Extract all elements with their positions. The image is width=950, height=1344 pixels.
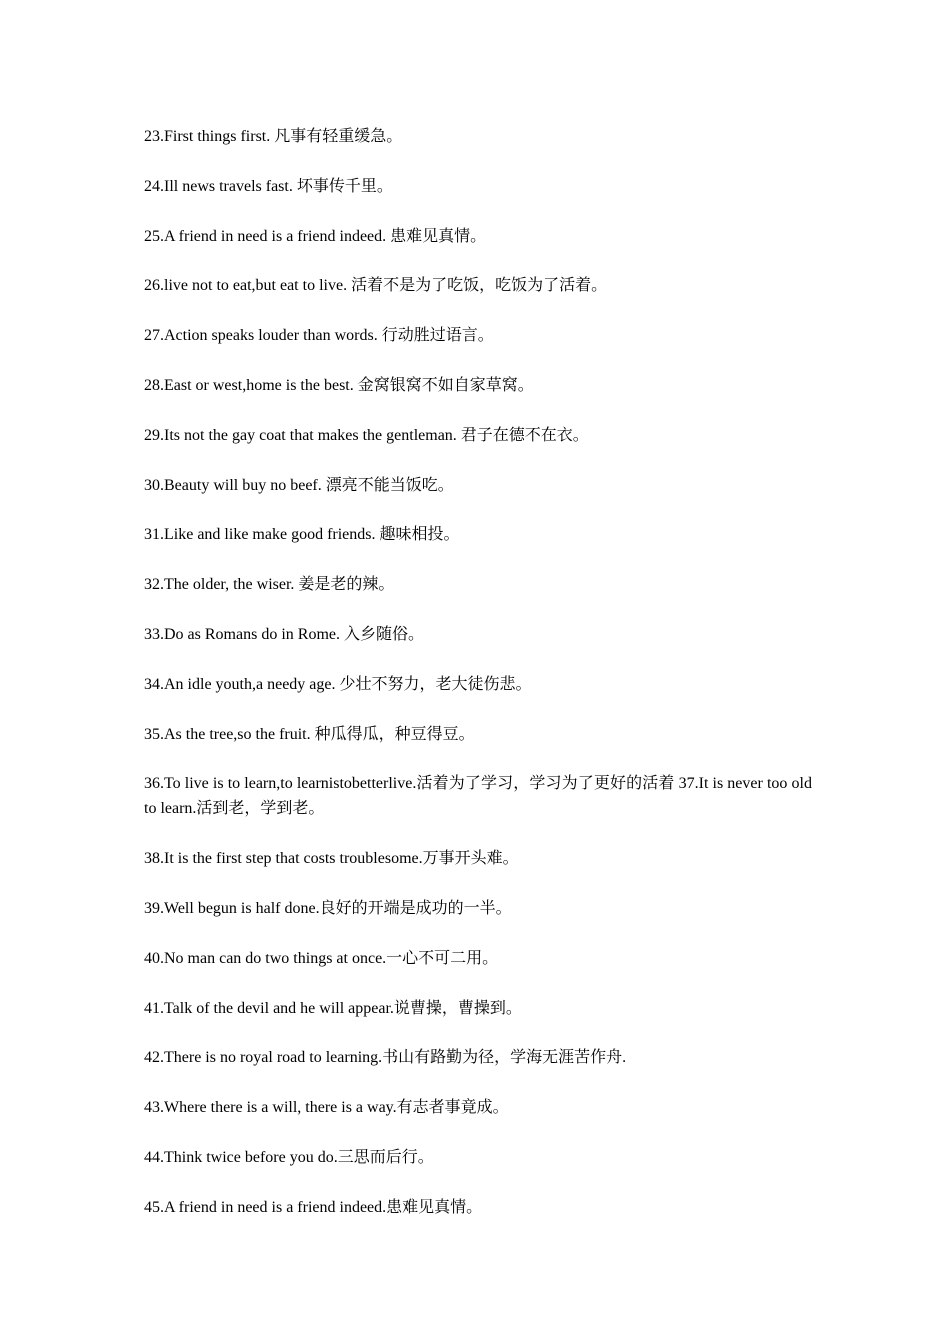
proverb-entry: 27.Action speaks louder than words. 行动胜过语言。 — [144, 327, 494, 345]
proverb-entry: 35.As the tree,so the fruit. 种瓜得瓜，种豆得豆。 — [144, 725, 475, 743]
proverb-entry: 24.Ill news travels fast. 坏事传千里。 — [144, 177, 393, 195]
proverb-entry: 30.Beauty will buy no beef. 漂亮不能当饭吃。 — [144, 476, 454, 494]
proverb-entry: 31.Like and like make good friends. 趣味相投。 — [144, 526, 460, 544]
proverb-entry: 28.East or west,home is the best. 金窝银窝不如自家草窝。 — [144, 376, 534, 394]
proverb-entry: 45.A friend in need is a friend indeed.患难见真情。 — [144, 1198, 483, 1216]
proverb-entry: 25.A friend in need is a friend indeed. 患难见真情。 — [144, 227, 487, 245]
proverb-entry: 33.Do as Romans do in Rome. 入乡随俗。 — [144, 625, 424, 643]
proverb-list — [144, 124, 812, 1245]
proverb-entry: 43.Where there is a will, there is a way.有志者事竟成。 — [144, 1099, 509, 1117]
proverb-entry: 23.First things first. 凡事有轻重缓急。 — [144, 128, 403, 145]
proverb-entry: 41.Talk of the devil and he will appear.说曹操，曹操到。 — [144, 999, 522, 1017]
proverb-entry: 38.It is the first step that costs troublesome.万事开头难。 — [144, 850, 519, 868]
proverb-entry: 44.Think twice before you do.三思而后行。 — [144, 1148, 434, 1166]
proverb-entry: 36.To live is to learn,to learnistobetterlive.活着为了学习，学习为了更好的活着 37.It is never too old to learn.活到老，学到老。 — [144, 775, 812, 818]
proverb-entry: 34.An idle youth,a needy age. 少壮不努力，老大徒伤悲。 — [144, 675, 532, 693]
proverb-entry: 29.Its not the gay coat that makes the gentleman. 君子在德不在衣。 — [144, 426, 589, 444]
proverb-entry: 26.live not to eat,but eat to live. 活着不是为了吃饭，吃饭为了活着。 — [144, 277, 608, 295]
proverb-entry: 39.Well begun is half done.良好的开端是成功的一半。 — [144, 899, 512, 917]
proverb-entry: 32.The older, the wiser. 姜是老的辣。 — [144, 576, 395, 594]
proverb-entry: 42.There is no royal road to learning.书山有路勤为径，学海无涯苦作舟. — [144, 1049, 627, 1067]
proverb-entry: 40.No man can do two things at once.一心不可二用。 — [144, 949, 499, 967]
